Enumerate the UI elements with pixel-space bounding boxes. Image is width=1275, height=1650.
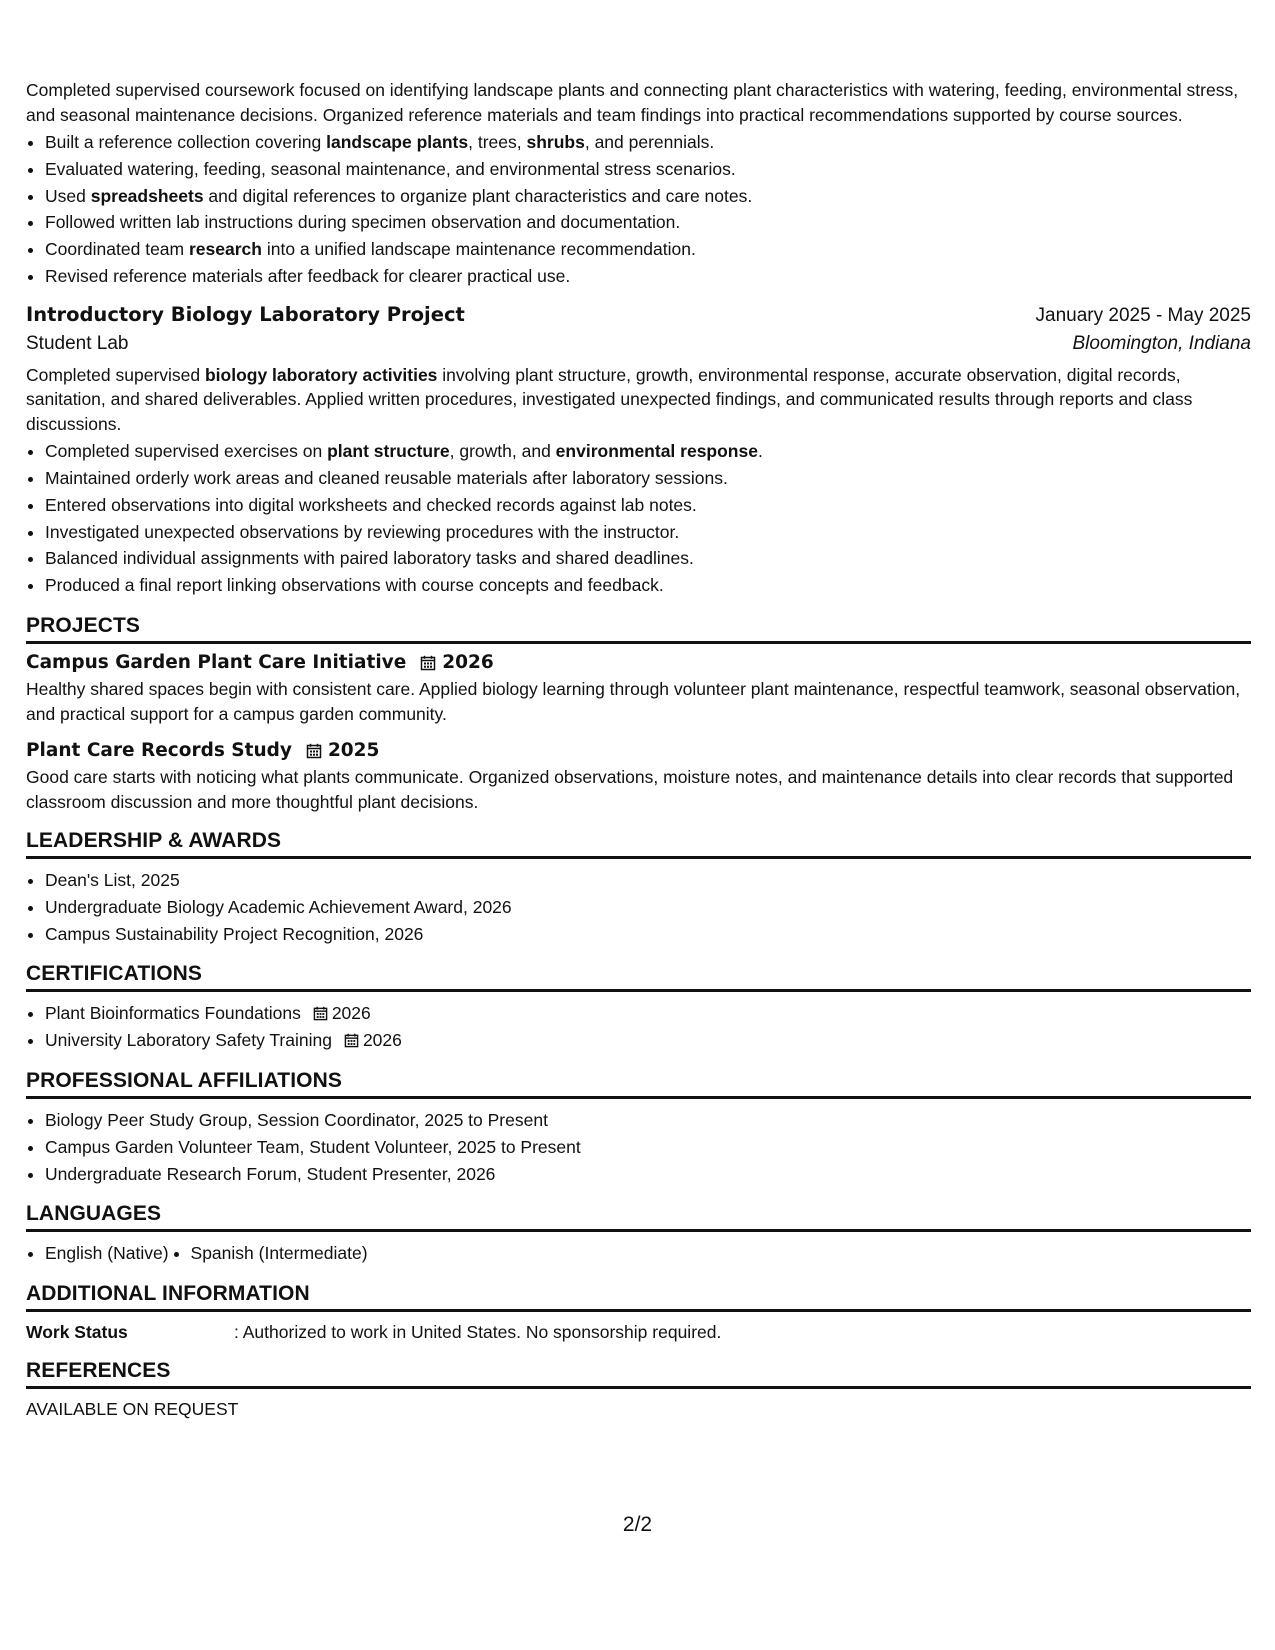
bullet-item: • English (Native) [45, 1240, 169, 1267]
projects-list [26, 652, 1251, 814]
projects-section [26, 613, 1251, 814]
certifications-section [26, 961, 1251, 1054]
work-status-row [26, 1320, 1251, 1344]
bullet-item: • Biology Peer Study Group, Session Coordinator, 2025 to Present [45, 1107, 1251, 1134]
experience-bullets [26, 438, 1251, 599]
section-heading: REFERENCES [26, 1358, 1251, 1389]
certification-name: Plant Bioinformatics Foundations [45, 1003, 301, 1024]
section-heading: ADDITIONAL INFORMATION [26, 1281, 1251, 1312]
bullet-item: • Undergraduate Biology Academic Achievement Award, 2026 [45, 894, 1251, 921]
project-entry [26, 652, 1251, 726]
keyword-bold: biology laboratory activities [204, 364, 438, 385]
experience-bullets [26, 129, 1251, 290]
text-run: Maintained orderly work areas and cleaned reusable materials after laboratory sessions. [45, 468, 728, 489]
project-description: Healthy shared spaces begin with consistent care. Applied biology learning through volunteer plant maintenance, respectful teamwork, seasonal observation, and practical support for a campus garden community. [26, 679, 1241, 724]
certification-year: 2026 [331, 1003, 371, 1024]
text-run: and digital references to organize plant characteristics and care notes. [203, 185, 753, 206]
text-run: Revised reference materials after feedback for clearer practical use. [45, 265, 571, 286]
bullet-item [45, 572, 1251, 599]
languages-section [26, 1201, 1251, 1267]
keyword-bold: spreadsheets [90, 185, 204, 206]
bullet-item [45, 519, 1251, 546]
bullet-item [45, 183, 1251, 210]
bullet-item [45, 465, 1251, 492]
text-run: Used [45, 185, 91, 206]
text-run: , trees, [468, 132, 527, 152]
certification-year: 2026 [362, 1030, 402, 1051]
project-year: 2026 [442, 652, 494, 674]
section-heading: PROFESSIONAL AFFILIATIONS [26, 1068, 1251, 1099]
experience-description: Completed supervised coursework focused on identifying landscape plants and connecting plant characteristics with watering, feeding, environmental stress, and seasonal maintenance decisions. Organized reference materials and team findings into practical recommendations supported by course sources. [26, 80, 1239, 125]
certifications-list [26, 1000, 1251, 1054]
awards-list [26, 867, 1251, 947]
bullet-item [45, 156, 1251, 183]
bullet-item [45, 209, 1251, 236]
references-section [26, 1358, 1251, 1421]
work-status-value: : Authorized to work in United States. No sponsorship required. [234, 1322, 722, 1343]
text-run: Produced a final report linking observations with course concepts and feedback. [45, 575, 664, 596]
experience-description [26, 363, 1251, 437]
experience-entry-biology-lab [26, 303, 1251, 599]
languages-list [26, 1240, 1251, 1267]
text-run: into a unified landscape maintenance recommendation. [261, 239, 696, 260]
keyword-bold: shrubs [526, 132, 585, 152]
text-run: Followed written lab instructions during specimen observation and documentation. [45, 212, 681, 233]
bullet-item [45, 438, 1251, 465]
project-description: Good care starts with noticing what plants communicate. Organized observations, moisture notes, and maintenance details into clear records that supported classroom discussion and more thoughtful plant decisions. [26, 767, 1234, 812]
project-entry [26, 740, 1251, 814]
calendar-icon [420, 655, 436, 671]
text-run: . [757, 441, 763, 462]
experience-location: Bloomington, Indiana [1072, 332, 1251, 354]
bullet-item [45, 492, 1251, 519]
project-year: 2025 [327, 740, 380, 762]
project-name: Campus Garden Plant Care Initiative [26, 652, 407, 674]
affiliations-list [26, 1107, 1251, 1187]
page-number: 2/2 [622, 1513, 653, 1536]
keyword-bold: landscape plants [326, 132, 469, 152]
additional-info-section [26, 1281, 1251, 1344]
text-run: Evaluated watering, feeding, seasonal maintenance, and environmental stress scenarios. [45, 158, 736, 179]
keyword-bold: environmental response [555, 441, 758, 462]
affiliations-section [26, 1068, 1251, 1187]
section-heading: LANGUAGES [26, 1201, 1251, 1232]
section-heading: PROJECTS [26, 613, 1251, 644]
bullet-item [45, 236, 1251, 263]
bullet-item [45, 545, 1251, 572]
text-run: Completed supervised [26, 364, 205, 385]
section-heading: LEADERSHIP & AWARDS [26, 828, 1251, 859]
text-run: Coordinated team [45, 239, 189, 260]
bullet-item: • Campus Garden Volunteer Team, Student Volunteer, 2025 to Present [45, 1134, 1251, 1161]
experience-organization: Student Lab [26, 332, 129, 354]
bullet-item: • Campus Sustainability Project Recognition, 2026 [45, 921, 1251, 948]
certification-item [45, 1000, 1251, 1027]
leadership-section [26, 828, 1251, 947]
text-run: Investigated unexpected observations by reviewing procedures with the instructor. [45, 521, 680, 542]
certification-item [45, 1027, 1251, 1054]
text-run: Built a reference collection covering [45, 132, 327, 152]
experience-title: Introductory Biology Laboratory Project [26, 302, 465, 326]
bullet-item: • Spanish (Intermediate) [191, 1240, 368, 1267]
text-run: Completed supervised exercises on [45, 441, 328, 462]
references-text: AVAILABLE ON REQUEST [26, 1399, 239, 1420]
experience-entry-landscape [26, 78, 1251, 290]
bullet-item [45, 263, 1251, 290]
text-run: Balanced individual assignments with paired laboratory tasks and shared deadlines. [45, 548, 694, 569]
calendar-icon [306, 743, 322, 759]
work-status-label: Work Status [26, 1322, 128, 1343]
bullet-item [45, 129, 1251, 156]
bullet-item: • Undergraduate Research Forum, Student Presenter, 2026 [45, 1161, 1251, 1188]
certification-name: University Laboratory Safety Training [45, 1030, 332, 1051]
bullet-item: • Dean's List, 2025 [45, 867, 1251, 894]
calendar-icon [313, 1006, 328, 1021]
section-heading: CERTIFICATIONS [26, 961, 1251, 992]
experience-dates: January 2025 - May 2025 [1035, 304, 1251, 326]
text-run: Entered observations into digital worksheets and checked records against lab notes. [45, 494, 697, 515]
text-run: , growth, and [449, 441, 556, 462]
calendar-icon [344, 1033, 359, 1048]
project-name: Plant Care Records Study [26, 740, 292, 762]
keyword-bold: research [188, 239, 262, 260]
resume-page [26, 78, 1251, 1421]
keyword-bold: plant structure [327, 441, 450, 462]
text-run: , and perennials. [584, 132, 715, 152]
text-run: involving plant structure, growth, environmental response, accurate observation, digital records, sanitation, and shared deliverables. Applied written procedures, investigated unexpected findings, and communicated results through reports and class discussions. [26, 364, 1193, 434]
